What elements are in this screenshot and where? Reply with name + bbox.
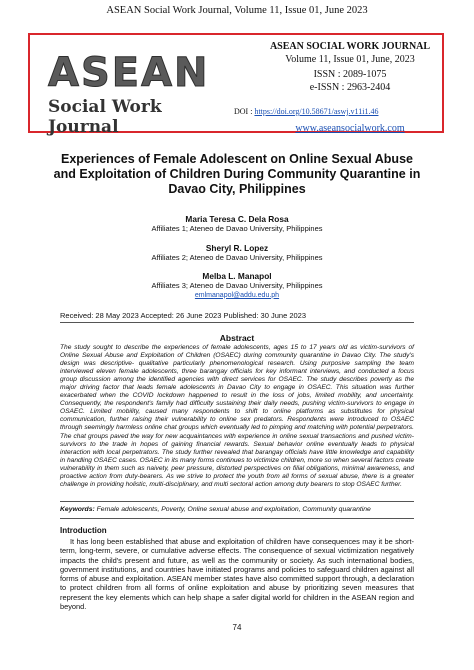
introduction-text: It has long been established that abuse and exploitation of children have consequences may it be short-term, long-term, severe, or cumulative adverse effects. The consequence of sexual victimization negatively impacts the child's present and future, as well as the community or society. As such international bodies, government institutions, and countries have initiated programs and policies to safeguard children against all forms of abuse and exploitation. ASEAN member states have also committed support through, a declaration to protect children from all forms of online exploitation and abuse by prioritizing seven measures that represent the key elements which can help shape a safer digital world for children in the ASEAN region and beyond. <box>60 537 414 612</box>
logo-subtitle: Social Work Journal <box>48 97 162 137</box>
keywords-text: Female adolescents, Poverty, Online sexual abuse and exploitation, Community quarantine <box>94 506 371 513</box>
journal-eissn: e-ISSN : 2963-2404 <box>309 81 391 93</box>
author-affiliation: Affiliates 2; Ateneo de Davao University, Philippines <box>151 253 323 262</box>
journal-info <box>234 41 440 134</box>
publication-dates: Received: 28 May 2023 Accepted: 26 June 2023 Published: 30 June 2023 <box>60 311 307 320</box>
journal-issn: ISSN : 2089-1075 <box>313 69 387 80</box>
author-affiliation: Affiliates 3; Ateneo de Davao University, Philippines <box>151 281 323 290</box>
journal-name: ASEAN SOCIAL WORK JOURNAL <box>269 41 431 52</box>
keywords-label: Keywords: <box>60 506 95 513</box>
divider-top <box>60 322 414 323</box>
running-head: ASEAN Social Work Journal, Volume 11, Issue 01, June 2023 <box>106 5 368 16</box>
author-name: Maria Teresa C. Dela Rosa <box>185 214 289 224</box>
author-name: Sheryl R. Lopez <box>205 243 269 253</box>
page-number: 74 <box>232 623 242 632</box>
logo-word: ASEAN <box>48 50 210 96</box>
author-email-link[interactable]: emlmanapol@addu.edu.ph <box>194 291 280 299</box>
journal-website-link[interactable]: www.aseansocialwork.com <box>295 123 405 134</box>
journal-volume: Volume 11, Issue 01, June, 2023 <box>285 53 415 65</box>
author-block-1 <box>0 214 474 234</box>
doi-link[interactable]: https://doi.org/10.58671/aswj.v11i1.46 <box>254 107 379 116</box>
journal-header-box <box>28 33 444 137</box>
article-title: Experiences of Female Adolescent on Online Sexual Abuse and Exploitation of Children During Community Quarantine in Davao City, Philippines <box>53 152 421 196</box>
introduction-heading: Introduction <box>60 526 107 535</box>
abstract-text: The study sought to describe the experiences of female adolescents, ages 15 to 17 years old as victim-survivors of Online Sexual Abuse and Exploitation of Children (OSAEC) during community quarantine in Davao City. The study's design was descriptive- qualitative particularly phenomenological research. Using purposive sampling the team interviewed eleven female adolescents, three barangay officials for key informant interviews, and conducted a focus group discussion among the identified agencies with direct services for OSAEC. The study describes poverty as the major driving factor that leads female adolescents in Davao City to engage in OSAEC. This situation was further exacerbated when the COVID lockdown happened to result in the loss of jobs, limited mobility, and uncertainty. Consequently, the respondent's family had difficulty sustaining their daily needs, pushing victim-survivors to engage in OSAEC. Limited mobility, caused many respondents to shift to online platforms as substitutes for physical communication, further raising their vulnerability to online sex predators. Respondents were introduced to OSAEC through seemingly harmless online chat groups which eventually led to pimping and matching with potential perpetrators. The chat groups paved the way for new acquaintances with experience in online sexual transactions and pushed victim-survivors to the trade in hopes of gaining financial rewards. Sexual behavior online eventually leads to physical interaction with local perpetrators. The study further revealed that barangay officials have little knowledge and capability in handling OSAEC cases. OSAEC in its many forms continues to victimize children, more so when several factors create vulnerability in them such as naivety, peer pressure, distorted perspectives on filial obligations, minimal awareness, and proactive action from duty-bearers. As we strive to protect the youth from all forms of sexual abuse, there is a greater challenge in providing holistic, multi-disciplinary, and multi sectoral action among duty bearers to stop OSAEC further. <box>60 344 414 488</box>
author-block-2 <box>0 243 474 263</box>
journal-logo <box>48 50 230 137</box>
doi-label: DOI : <box>234 107 255 116</box>
author-affiliation: Affiliates 1; Ateneo de Davao University, Philippines <box>151 224 323 233</box>
journal-doi <box>234 106 464 119</box>
divider-keywords-bottom <box>60 518 414 519</box>
divider-keywords-top <box>60 501 414 502</box>
abstract-heading: Abstract <box>219 333 255 343</box>
author-block-3 <box>0 271 474 300</box>
keywords-line <box>60 506 414 513</box>
author-name: Melba L. Manapol <box>202 271 272 281</box>
